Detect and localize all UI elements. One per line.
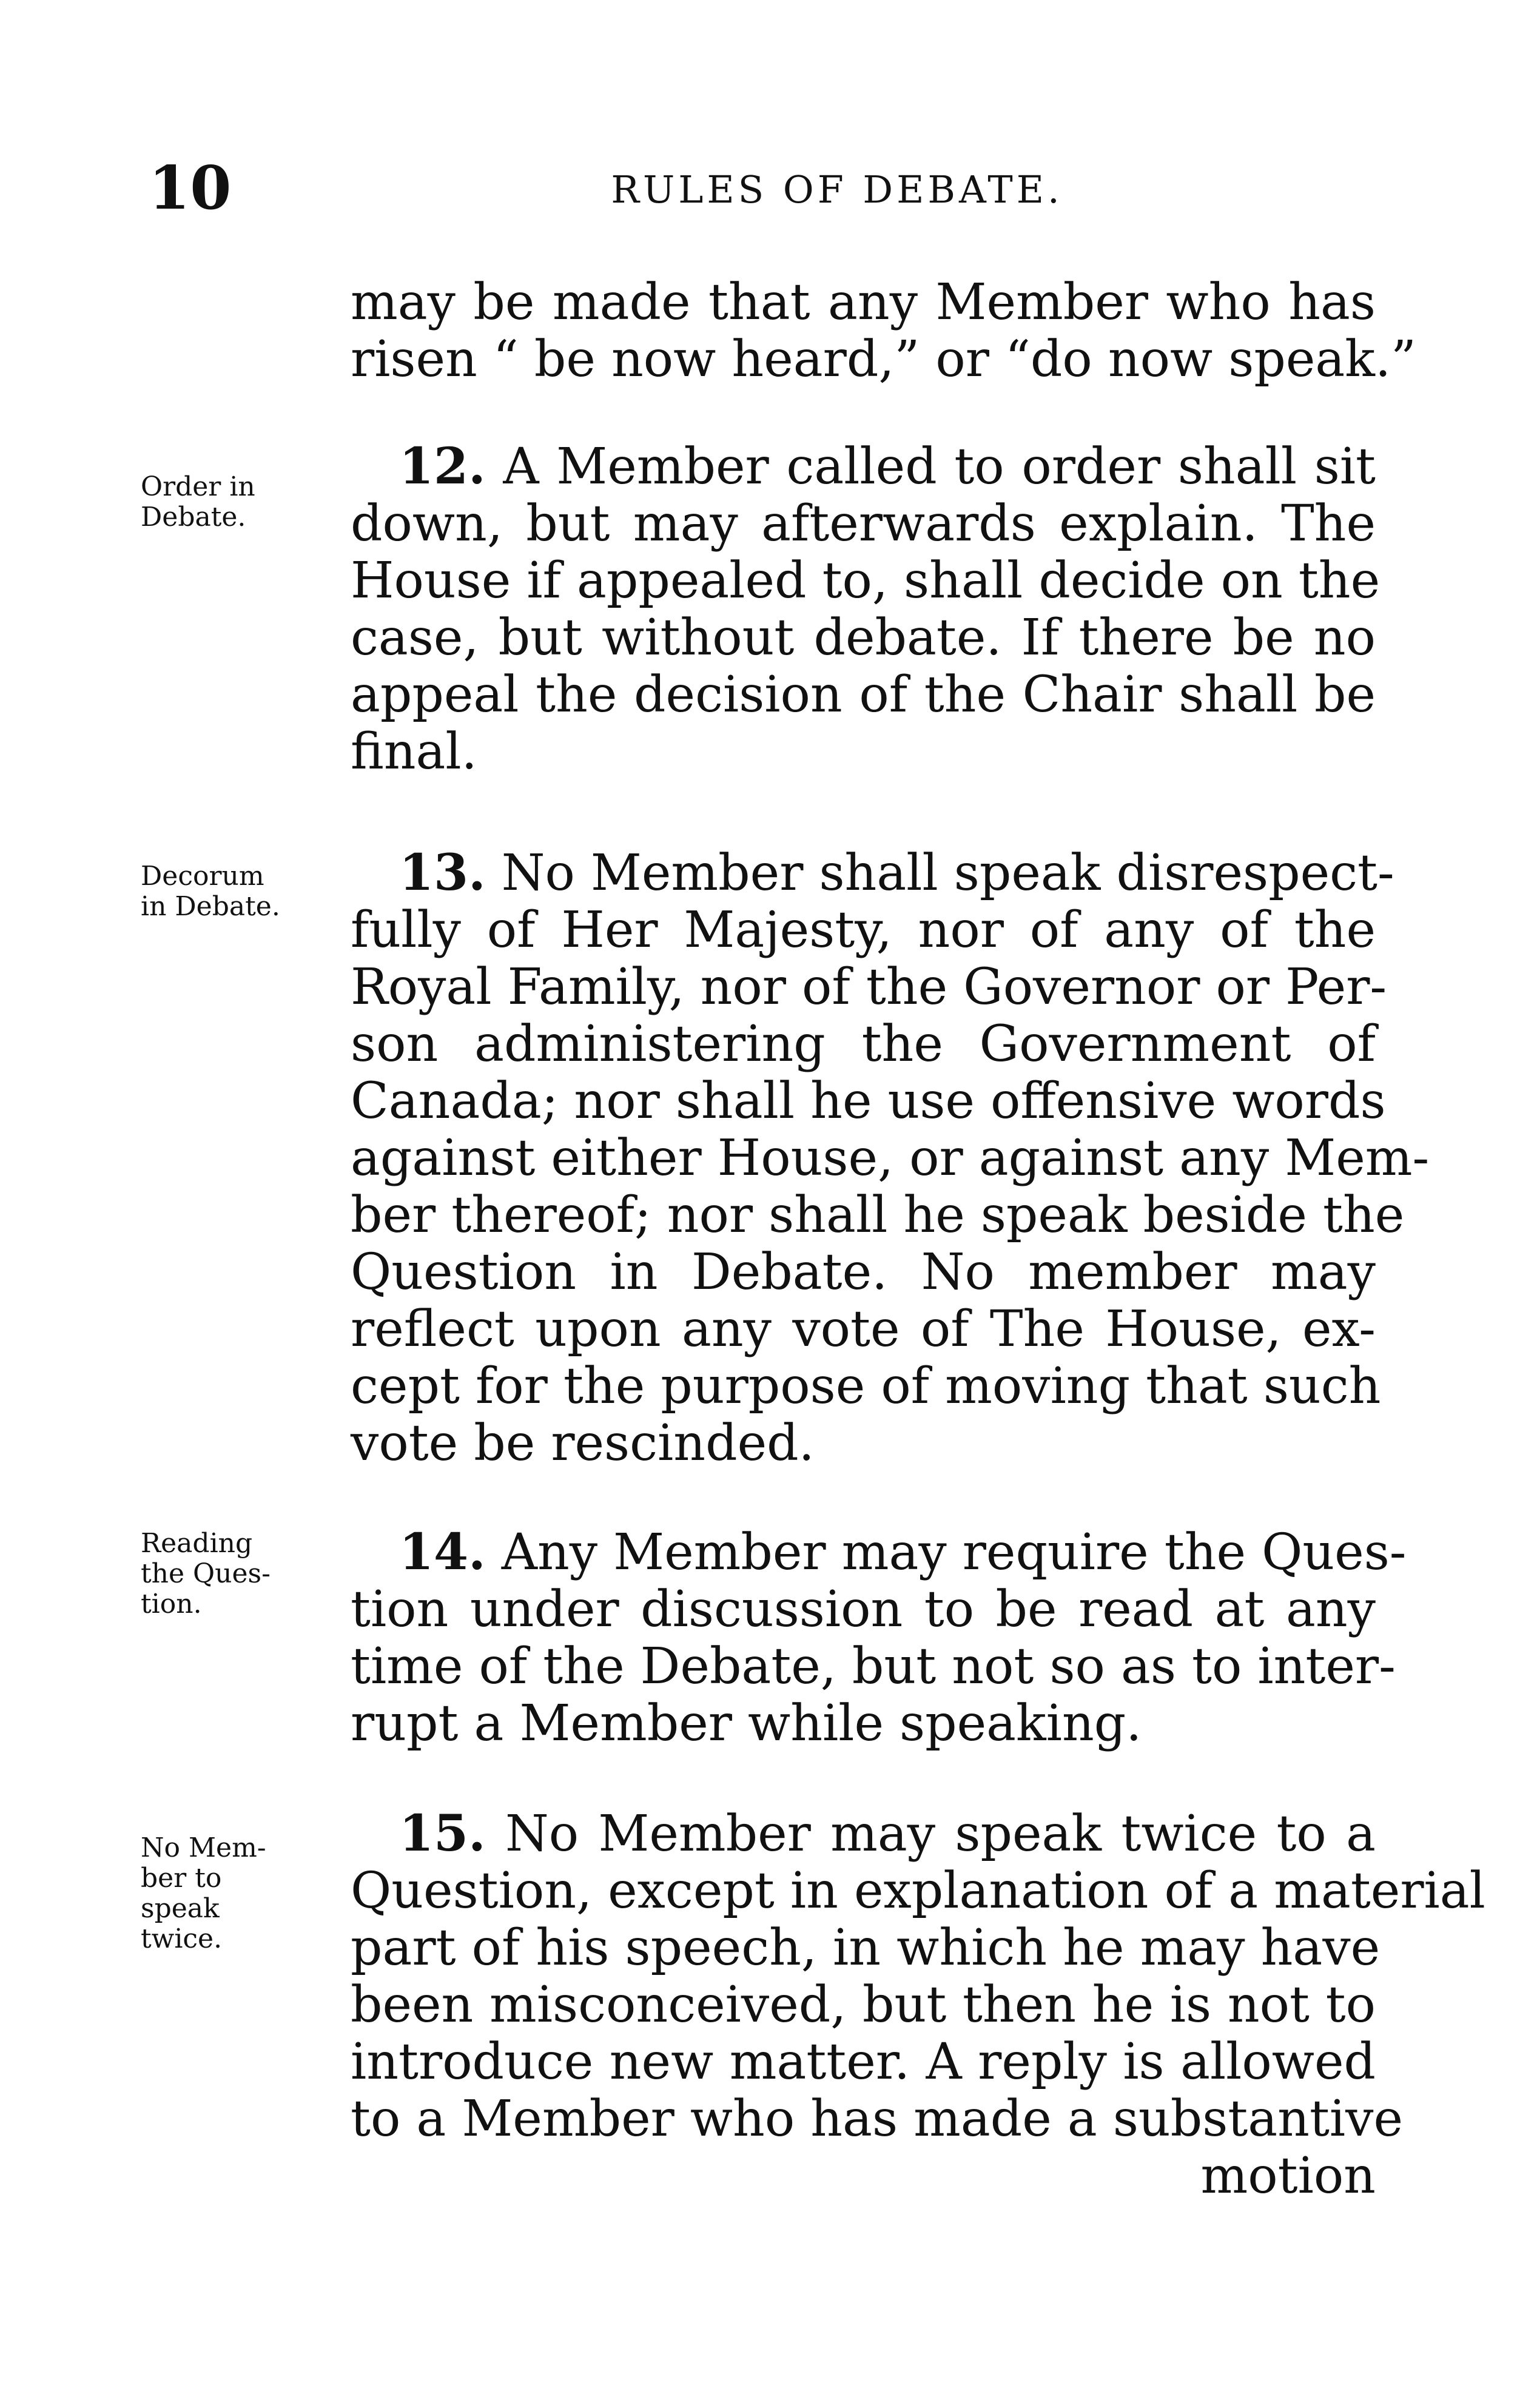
text-line: final.	[351, 723, 477, 781]
text-line: Canada; nor shall he use offensive words	[351, 1072, 1386, 1130]
page-number: 10	[149, 153, 232, 223]
text-line: cept for the purpose of moving that such	[351, 1357, 1381, 1415]
text-line: case, but without debate. If there be no	[351, 609, 1376, 667]
text-line: ber thereof; nor shall he speak beside the	[351, 1186, 1405, 1244]
rule-14-paragraph	[351, 1523, 1407, 1752]
text-line: reflect upon any vote of The House, ex-	[351, 1300, 1376, 1358]
text-line: down, but may afterwards explain. The	[351, 495, 1376, 553]
text-line: vote be rescinded.	[351, 1414, 815, 1472]
text-line: risen “ be now heard,” or “do now speak.”	[351, 331, 1416, 388]
rule-13-paragraph	[351, 844, 1430, 1472]
text-line: fully of Her Majesty, nor of any of the	[351, 901, 1376, 959]
rule-number: 15.	[399, 1804, 486, 1863]
side-note-order-in-debate: Order in Debate.	[141, 471, 255, 533]
rule-number: 14.	[399, 1523, 486, 1581]
text-line: appeal the decision of the Chair shall be	[351, 666, 1376, 724]
text-line: tion under discussion to be read at any	[351, 1581, 1376, 1638]
text-line: 14. Any Member may require the Ques-	[399, 1523, 1407, 1581]
text-line: Question, except in explanation of a material	[351, 1862, 1485, 1920]
text-line: introduce new matter. A reply is allowed	[351, 2033, 1376, 2091]
text-line: may be made that any Member who has	[351, 274, 1376, 331]
catchword: motion	[1200, 2147, 1376, 2205]
text-line: part of his speech, in which he may have	[351, 1919, 1381, 1977]
text-line: 12. A Member called to order shall sit	[399, 437, 1376, 496]
text-line: time of the Debate, but not so as to inter-	[351, 1638, 1396, 1695]
text-line: rupt a Member while speaking.	[351, 1695, 1142, 1752]
rule-15-paragraph	[351, 1804, 1485, 2205]
text-line: against either House, or against any Mem-	[351, 1129, 1430, 1187]
continuation-paragraph	[351, 274, 1416, 388]
rule-number: 12.	[399, 437, 486, 496]
text-line: to a Member who has made a substantive	[351, 2090, 1403, 2148]
text-line: 13. No Member shall speak disrespect-	[399, 844, 1394, 902]
rule-number: 13.	[399, 844, 486, 902]
side-note-no-member-to-speak-twice: No Mem- ber to speak twice.	[141, 1832, 266, 1954]
text-line: been misconceived, but then he is not to	[351, 1976, 1376, 2034]
running-head: RULES OF DEBATE.	[611, 167, 1063, 212]
text-line: son administering the Government of	[351, 1015, 1376, 1073]
rule-12-paragraph	[351, 437, 1381, 781]
side-note-decorum-in-debate: Decorum in Debate.	[141, 861, 280, 922]
text-line: Question in Debate. No member may	[351, 1243, 1376, 1301]
side-note-reading-the-question: Reading the Ques- tion.	[141, 1528, 271, 1619]
text-line: 15. No Member may speak twice to a	[399, 1804, 1376, 1863]
text-line: House if appealed to, shall decide on the	[351, 552, 1381, 610]
text-line: Royal Family, nor of the Governor or Per-	[351, 958, 1387, 1016]
